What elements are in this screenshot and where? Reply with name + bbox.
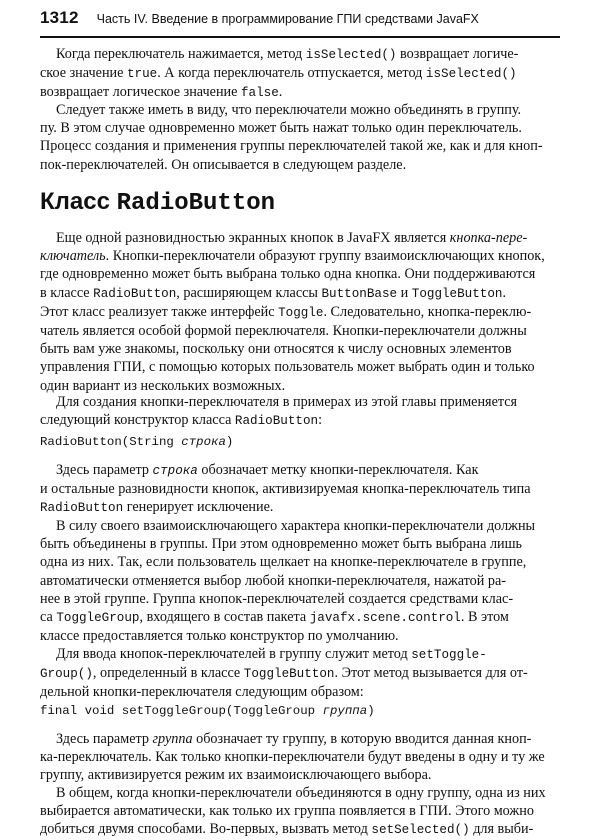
- text-line: быть вам уже знакомы, поскольку они относятся к числу основных элементов: [40, 341, 512, 358]
- page-number: 1312: [40, 8, 79, 27]
- text-line: и остальные разновидности кнопок, активизируемая кнопка-переключатель типа: [40, 481, 531, 498]
- text-line: в классе RadioButton, расширяющем классы ButtonBase и ToggleButton.: [40, 284, 507, 301]
- intro-paragraph-1: [40, 45, 560, 103]
- intro-paragraph-2: [40, 101, 560, 174]
- text-line: пок-переключателей. Он описывается в следующем разделе.: [40, 156, 407, 173]
- text-line: дельной кнопки-переключателя следующим образом:: [40, 684, 364, 701]
- body-paragraph-2: [40, 393, 560, 430]
- text-line: Еще одной разновидностью экранных кнопок в JavaFX является кнопка-пере-: [56, 230, 528, 246]
- text-line: ка-переключатель. Как только кнопки-переключатели будут введены в одну и ту же: [40, 749, 545, 766]
- text-line: пу. В этом случае одновременно может быть нажат только один переключатель.: [40, 120, 522, 137]
- text-line: Здесь параметр группа обозначает ту группу, в которую вводится данная кноп-: [56, 731, 532, 747]
- text-line: автоматически отменяется выбор любой кнопки-переключателя, нажатой ра-: [40, 572, 506, 589]
- text-line: один вариант из нескольких возможных.: [40, 377, 286, 394]
- code-set-toggle-group: final void setToggleGroup(ToggleGroup группа): [40, 704, 375, 718]
- text-line: классе предоставляется только конструктор по умолчанию.: [40, 628, 399, 645]
- text-line: чатель является особой формой переключателя. Кнопки-переключатели должны: [40, 323, 527, 340]
- body-paragraph-3: [40, 461, 560, 518]
- body-paragraph-6: [40, 730, 560, 785]
- text-line: добиться двумя способами. Во-первых, вызвать метод setSelected() для выби-: [40, 821, 534, 838]
- body-paragraph-4: [40, 517, 560, 645]
- text-line: одна из них. Так, если пользователь щелкает на кнопке-переключателе в группе,: [40, 554, 527, 571]
- text-line: группу, активизируется режим их взаимоисключающего выбора.: [40, 767, 432, 784]
- body-paragraph-5: [40, 645, 560, 702]
- text-line: управления ГПИ, с помощью которых пользователь может выбрать один и только: [40, 359, 535, 376]
- text-line: Здесь параметр строка обозначает метку кнопки-переключателя. Как: [56, 462, 479, 478]
- code-constructor: RadioButton(String строка): [40, 435, 234, 449]
- text-line: возвращает логическое значение false.: [40, 84, 283, 101]
- text-line: Следует также иметь в виду, что переключатели можно объединять в группу.: [56, 102, 522, 118]
- text-line: Для ввода кнопок-переключателей в группу служит метод setToggle-: [56, 646, 487, 662]
- text-line: ское значение true. А когда переключатель отпускается, метод isSelected(): [40, 65, 517, 82]
- text-line: RadioButton генерирует исключение.: [40, 499, 274, 516]
- text-line: Для создания кнопки-переключателя в примерах из этой главы применяется: [56, 394, 518, 410]
- text-line: быть объединены в группы. При этом одновременно может быть выбрана лишь: [40, 536, 523, 553]
- body-paragraph-1: [40, 229, 560, 395]
- text-line: са ToggleGroup, входящего в состав пакета javafx.scene.control. В этом: [40, 609, 509, 626]
- text-line: Когда переключатель нажимается, метод isSelected() возвращает логиче-: [56, 46, 519, 62]
- text-line: где одновременно может быть выбрана только одна кнопка. Они поддерживаются: [40, 266, 536, 283]
- text-line: следующий конструктор класса RadioButton:: [40, 412, 323, 429]
- running-title: Часть IV. Введение в программирование ГПИ средствами JavaFX: [96, 12, 479, 26]
- section-heading: Класс RadioButton: [40, 188, 276, 217]
- text-line: Этот класс реализует также интерфейс Toggle. Следовательно, кнопка-переклю-: [40, 303, 532, 320]
- text-line: Процесс создания и применения группы переключателей такой же, как и для кноп-: [40, 138, 543, 155]
- text-line: В силу своего взаимоисключающего характера кнопки-переключатели должны: [56, 518, 536, 534]
- text-line: В общем, когда кнопки-переключатели объединяются в одну группу, одна из них: [56, 785, 546, 801]
- text-line: Group(), определенный в классе ToggleButton. Этот метод вызывается для от-: [40, 665, 528, 682]
- text-line: выбирается автоматически, как только их группа появляется в ГПИ. Этого можно: [40, 803, 534, 820]
- page-header: [40, 8, 479, 32]
- text-line: нее в этой группе. Группа кнопок-переключателей создается средствами клас-: [40, 590, 514, 607]
- body-paragraph-7: [40, 784, 560, 840]
- header-rule: [40, 36, 560, 38]
- text-line: ключатель. Кнопки-переключатели образуют группу взаимоисключающих кнопок,: [40, 248, 545, 265]
